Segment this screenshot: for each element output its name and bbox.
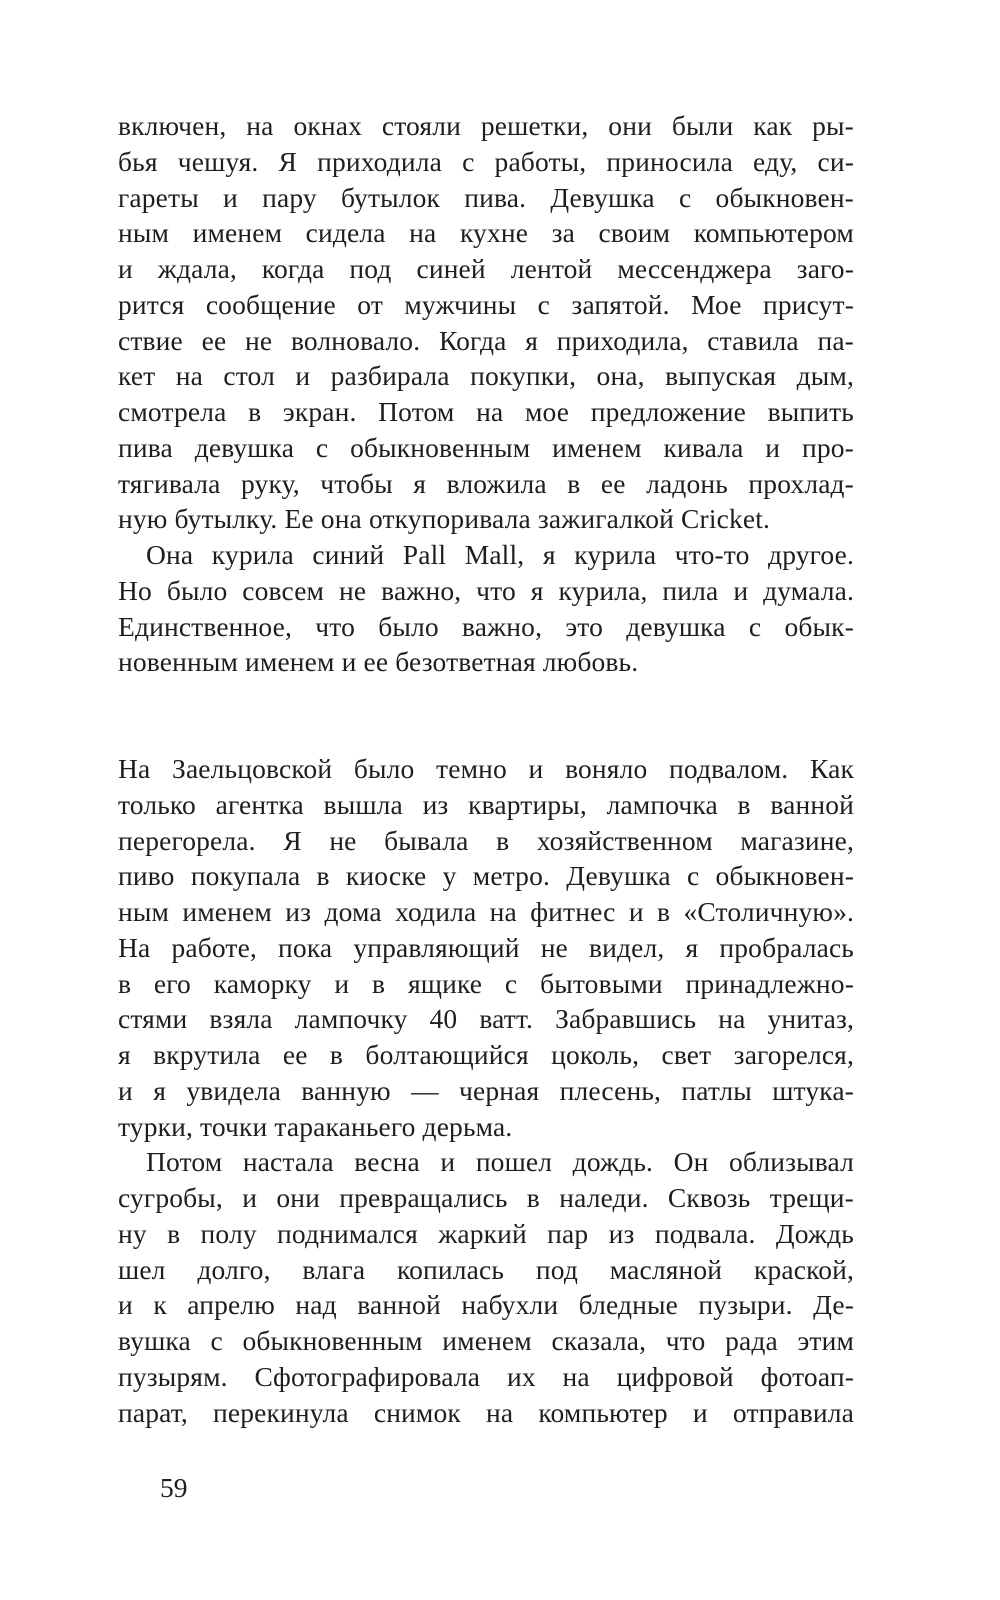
text-line: только агентка вышла из квартиры, лампочка в ванной [118, 788, 854, 820]
paragraph-1 [118, 108, 854, 537]
text-line: пиво покупала в киоске у метро. Девушка с обыкновен- [118, 860, 854, 892]
text-line: ным именем сидела на кухне за своим компьютером [118, 217, 854, 249]
text-line: смотрела в экран. Потом на мое предложение выпить [118, 396, 854, 427]
text-line: в его каморку и в ящике с бытовыми принадлежно- [118, 967, 854, 999]
text-line: кет на стол и разбирала покупки, она, выпуская дым, [118, 360, 854, 392]
text-line: и к апрелю над ванной набухли бледные пузыри. Де- [118, 1289, 854, 1321]
text-line: Но было совсем не важно, что я курила, пила и думала. [118, 574, 854, 606]
text-line: ным именем из дома ходила на фитнес и в «Столичную». [118, 896, 854, 927]
text-line: Она курила синий Pall Mall, я курила что-то другое. [146, 539, 854, 570]
text-line: ную бутылку. Ее она откупоривала зажигалкой Cricket. [118, 503, 771, 535]
section-break [118, 680, 854, 751]
text-line: турки, точки тараканьего дерьма. [118, 1110, 513, 1142]
text-line: включен, на окнах стояли решетки, они были как ры- [118, 110, 854, 141]
text-line: новенным именем и ее безответная любовь. [118, 646, 639, 678]
text-line: и я увидела ванную — черная плесень, патлы штука- [118, 1074, 854, 1106]
text-line: ну в полу поднимался жаркий пар из подвала. Дождь [118, 1217, 854, 1249]
text-line: я вкрутила ее в болтающийся цоколь, свет загорелся, [118, 1039, 854, 1070]
text-line: На работе, пока управляющий не видел, я пробралась [118, 931, 854, 963]
text-line: и ждала, когда под синей лентой мессенджера заго- [118, 253, 854, 284]
book-page [118, 108, 854, 1430]
text-line: ствие ее не волновало. Когда я приходила, ставила па- [118, 324, 854, 356]
text-line: шел долго, влага копилась под масляной краской, [118, 1253, 854, 1285]
text-line: вушка с обыкновенным именем сказала, что рада этим [118, 1325, 854, 1356]
section-2 [118, 751, 854, 1430]
text-line: парат, перекинула снимок на компьютер и отправила [118, 1396, 854, 1428]
text-line: сугробы, и они превращались в наледи. Сквозь трещи- [118, 1182, 854, 1213]
text-line: гареты и пару бутылок пива. Девушка с обыкновен- [118, 181, 854, 213]
text-line: перегорела. Я не бывала в хозяйственном магазине, [118, 824, 854, 856]
text-line: На Заельцовской было темно и воняло подвалом. Как [118, 753, 854, 784]
paragraph-2 [118, 537, 854, 680]
text-line: стями взяла лампочку 40 ватт. Забравшись на унитаз, [118, 1003, 854, 1035]
text-line: пива девушка с обыкновенным именем кивала и про- [118, 431, 854, 463]
paragraph-4 [118, 1144, 854, 1430]
paragraph-3 [118, 751, 854, 1144]
page-number: 59 [160, 1472, 188, 1503]
text-line: бья чешуя. Я приходила с работы, приносила еду, си- [118, 145, 854, 177]
text-line: тягивала руку, чтобы я вложила в ее ладонь прохлад- [118, 467, 854, 499]
section-1 [118, 108, 854, 680]
text-line: Потом настала весна и пошел дождь. Он облизывал [146, 1146, 854, 1178]
text-line: пузырям. Сфотографировала их на цифровой фотоап- [118, 1360, 854, 1392]
text-line: Единственное, что было важно, это девушка с обык- [118, 610, 854, 642]
text-line: рится сообщение от мужчины с запятой. Мое присут- [118, 288, 854, 320]
